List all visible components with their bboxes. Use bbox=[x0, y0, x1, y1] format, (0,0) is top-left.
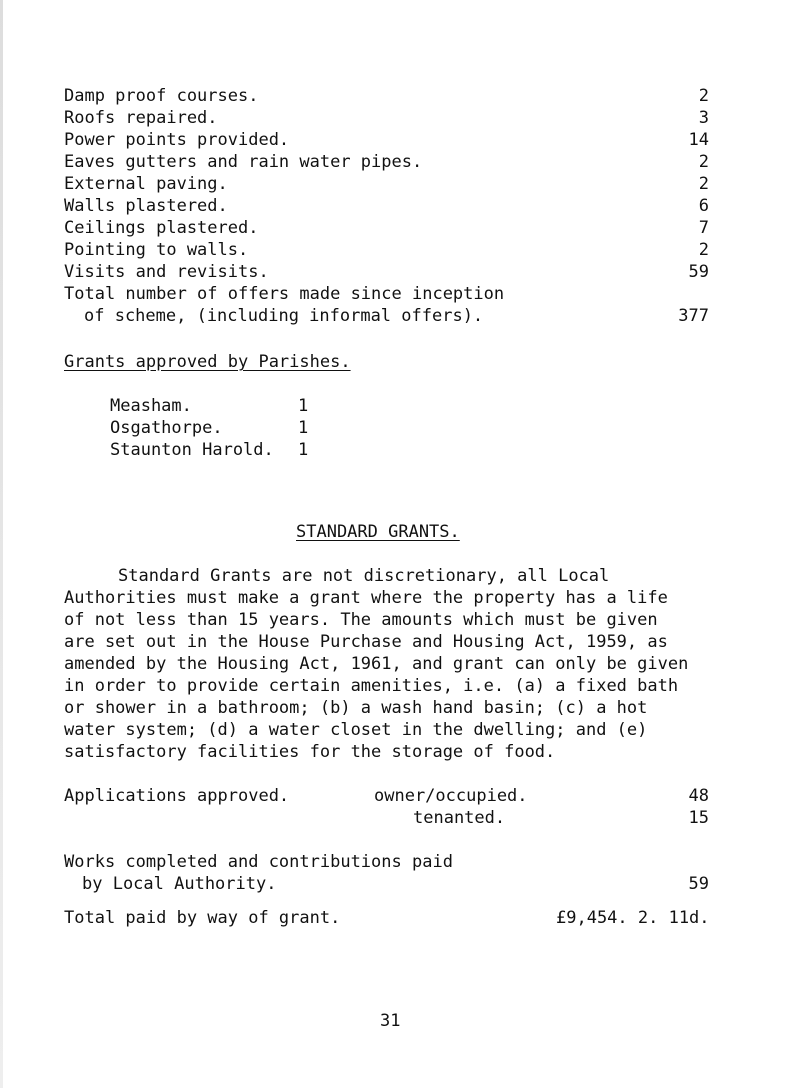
repair-label: External paving. bbox=[64, 174, 228, 194]
repair-value: 6 bbox=[698, 196, 709, 216]
parish-count: 1 bbox=[298, 418, 309, 438]
repair-label: Visits and revisits. bbox=[64, 262, 269, 282]
works-completed-value: 59 bbox=[688, 874, 709, 894]
repair-value: 7 bbox=[698, 218, 709, 238]
tenanted-value: 15 bbox=[688, 808, 709, 828]
applications-label: Applications approved. bbox=[64, 786, 290, 806]
total-offers-line2: of scheme, (including informal offers). bbox=[84, 306, 484, 326]
repair-label: Roofs repaired. bbox=[64, 108, 218, 128]
total-paid-label: Total paid by way of grant. bbox=[64, 908, 341, 928]
parish-count: 1 bbox=[298, 440, 309, 460]
repair-value: 2 bbox=[698, 152, 709, 172]
repair-label: Damp proof courses. bbox=[64, 86, 259, 106]
owner-occupied-value: 48 bbox=[688, 786, 709, 806]
standard-grants-heading: STANDARD GRANTS. bbox=[296, 522, 460, 542]
repair-label: Walls plastered. bbox=[64, 196, 228, 216]
paragraph-line: water system; (d) a water closet in the dwelling; and (e) bbox=[64, 720, 648, 740]
repair-value: 2 bbox=[698, 86, 709, 106]
owner-occupied-label: owner/occupied. bbox=[374, 786, 528, 806]
repair-value: 2 bbox=[698, 240, 709, 260]
total-paid-value: £9,454. 2. 11d. bbox=[556, 908, 710, 928]
paragraph-line: are set out in the House Purchase and Housing Act, 1959, as bbox=[64, 632, 668, 652]
paragraph-line: in order to provide certain amenities, i.e. (a) a fixed bath bbox=[64, 676, 679, 696]
paragraph-line: Standard Grants are not discretionary, all Local bbox=[118, 566, 610, 586]
repair-value: 59 bbox=[688, 262, 709, 282]
repair-label: Power points provided. bbox=[64, 130, 290, 150]
paragraph-line: of not less than 15 years. The amounts which must be given bbox=[64, 610, 658, 630]
page-number: 31 bbox=[380, 1011, 401, 1031]
total-offers-value: 377 bbox=[678, 306, 709, 326]
paragraph-line: amended by the Housing Act, 1961, and grant can only be given bbox=[64, 654, 689, 674]
repair-value: 3 bbox=[698, 108, 709, 128]
tenanted-label: tenanted. bbox=[413, 808, 506, 828]
parishes-heading: Grants approved by Parishes. bbox=[64, 352, 351, 372]
paragraph-line: satisfactory facilities for the storage of food. bbox=[64, 742, 556, 762]
parish-name: Osgathorpe. bbox=[110, 418, 223, 438]
repair-label: Pointing to walls. bbox=[64, 240, 249, 260]
repair-label: Ceilings plastered. bbox=[64, 218, 259, 238]
scan-edge bbox=[0, 0, 3, 1088]
parish-name: Measham. bbox=[110, 396, 192, 416]
parish-count: 1 bbox=[298, 396, 309, 416]
paragraph-line: Authorities must make a grant where the property has a life bbox=[64, 588, 668, 608]
works-completed-line2: by Local Authority. bbox=[82, 874, 277, 894]
repair-value: 14 bbox=[688, 130, 709, 150]
works-completed-line1: Works completed and contributions paid bbox=[64, 852, 453, 872]
total-offers-line1: Total number of offers made since inception bbox=[64, 284, 505, 304]
parish-name: Staunton Harold. bbox=[110, 440, 274, 460]
repair-value: 2 bbox=[698, 174, 709, 194]
paragraph-line: or shower in a bathroom; (b) a wash hand basin; (c) a hot bbox=[64, 698, 648, 718]
repair-label: Eaves gutters and rain water pipes. bbox=[64, 152, 423, 172]
